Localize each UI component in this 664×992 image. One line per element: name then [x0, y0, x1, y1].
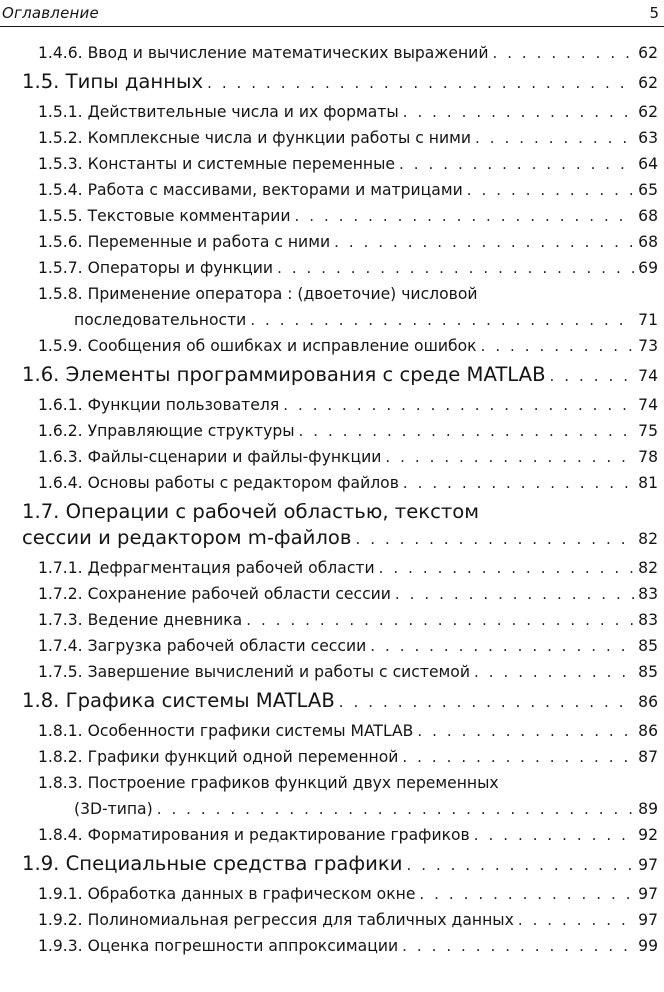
toc-subsection-entry[interactable]	[0, 444, 664, 470]
toc-entry-number: 1.7.3.	[38, 611, 83, 629]
toc-subsection-entry[interactable]	[0, 99, 664, 125]
toc-entry-title: Форматирования и редактирование графиков	[87, 826, 470, 844]
toc-entry-text	[38, 659, 470, 685]
toc-entry-number: 1.8.4.	[38, 826, 83, 844]
toc-entry-text	[38, 444, 381, 470]
dot-leader	[402, 744, 634, 770]
toc-entry-line	[36, 796, 658, 822]
toc-subsection-entry[interactable]	[0, 907, 664, 933]
toc-entry-page: 69	[638, 259, 658, 277]
toc-entry-number: 1.5.1.	[38, 103, 83, 121]
dot-leader	[417, 718, 634, 744]
toc-entry-line	[38, 418, 658, 444]
toc-entry-page: 97	[638, 856, 658, 874]
toc-subsection-entry[interactable]	[0, 255, 664, 281]
toc-entry-text	[22, 851, 402, 877]
toc-entry-line	[38, 881, 658, 907]
toc-entry-number: 1.9.2.	[38, 911, 83, 929]
toc-entry-page: 81	[638, 474, 658, 492]
toc-subsection-entry[interactable]	[0, 881, 664, 907]
toc-section-entry[interactable]	[0, 851, 664, 878]
toc-subsection-entry[interactable]	[0, 555, 664, 581]
toc-entry-number: 1.9.	[22, 852, 60, 875]
toc-entry-title: Функции пользователя	[87, 396, 280, 414]
toc-subsection-entry[interactable]	[0, 392, 664, 418]
toc-entry-number: 1.9.1.	[38, 885, 83, 903]
toc-entry-title: Основы работы с редактором файлов	[87, 474, 399, 492]
toc-entry-line	[38, 99, 658, 125]
toc-subsection-entry[interactable]	[0, 659, 664, 685]
toc-subsection-entry[interactable]	[0, 125, 664, 151]
toc-entry-page: 65	[638, 181, 658, 199]
toc-entry-number: 1.5.8.	[38, 285, 83, 303]
header-title: Оглавление	[2, 4, 99, 22]
toc-entry-line	[38, 229, 658, 255]
toc-entry-line	[38, 581, 658, 607]
toc-entry-page: 62	[638, 103, 658, 121]
toc-section-entry[interactable]	[0, 499, 664, 552]
toc-entry-number: 1.8.	[22, 689, 60, 712]
toc-entry-number: 1.5.4.	[38, 181, 83, 199]
toc-entry-number: 1.9.3.	[38, 937, 83, 955]
toc-entry-title: Графики функций одной переменной	[87, 748, 399, 766]
toc-entry-title: Работа с массивами, векторами и матрицами	[87, 181, 463, 199]
toc-entry-page: 68	[638, 207, 658, 225]
toc-entry-text	[38, 418, 295, 444]
toc-entry-line	[38, 203, 658, 229]
toc-entry-line	[38, 40, 658, 66]
toc-entry-title: Загрузка рабочей области сессии	[87, 637, 367, 655]
toc-subsection-entry[interactable]	[0, 333, 664, 359]
toc-entry-text	[38, 907, 514, 933]
toc-entry-number: 1.6.2.	[38, 422, 83, 440]
toc-entry-number: 1.6.	[22, 363, 60, 386]
toc-entry-number: 1.7.	[22, 500, 60, 523]
toc-entry-title-line1: Построение графиков функций двух переменных	[87, 774, 499, 792]
toc-entry-title: Комплексные числа и функции работы с ними	[87, 129, 472, 147]
toc-entry-number: 1.5.	[22, 70, 60, 93]
dot-leader	[403, 470, 634, 496]
toc-entry-title: Файлы-сценарии и файлы-функции	[87, 448, 382, 466]
toc-subsection-entry[interactable]	[0, 229, 664, 255]
toc-entry-title: Особенности графики системы MATLAB	[87, 722, 414, 740]
toc-section-entry[interactable]	[0, 688, 664, 715]
toc-entry-title-line1: Применение оператора : (двоеточие) числовой	[87, 285, 478, 303]
dot-leader	[481, 333, 635, 359]
dot-leader	[474, 659, 634, 685]
toc-entry-line	[38, 333, 658, 359]
toc-subsection-entry[interactable]	[0, 633, 664, 659]
header-page-number: 5	[649, 4, 659, 22]
dot-leader	[419, 881, 634, 907]
toc-entry-title: Операторы и функции	[87, 259, 274, 277]
dot-leader	[370, 633, 634, 659]
dot-leader	[339, 689, 634, 715]
dot-leader	[467, 177, 634, 203]
toc-entry-text	[38, 744, 398, 770]
toc-entry-line	[38, 392, 658, 418]
toc-entry-page: 64	[638, 155, 658, 173]
toc-entry-text	[38, 99, 399, 125]
toc-entry-line	[38, 744, 658, 770]
toc-entry-title: Текстовые комментарии	[87, 207, 291, 225]
toc-entry-number: 1.5.5.	[38, 207, 83, 225]
toc-entry-text	[38, 40, 488, 66]
toc-subsection-entry[interactable]	[0, 718, 664, 744]
dot-leader	[283, 392, 634, 418]
toc-entry-text	[38, 125, 471, 151]
toc-entry-line	[38, 718, 658, 744]
toc-entry-text	[22, 69, 203, 95]
dot-leader	[379, 555, 635, 581]
toc-entry-title: Ввод и вычисление математических выражений	[87, 44, 489, 62]
toc-subsection-entry[interactable]	[0, 40, 664, 66]
toc-entry-line	[22, 69, 658, 96]
toc-entry-number: 1.7.2.	[38, 585, 83, 603]
toc-entry-text	[38, 229, 330, 255]
toc-subsection-entry[interactable]	[0, 470, 664, 496]
toc-entry-number: 1.6.1.	[38, 396, 83, 414]
toc-entry-title: Обработка данных в графическом окне	[87, 885, 416, 903]
toc-subsection-entry[interactable]	[0, 177, 664, 203]
toc-entry-first-line	[38, 770, 658, 796]
toc-entry-page: 97	[638, 911, 658, 929]
toc-entry-text	[38, 718, 413, 744]
dot-leader	[518, 907, 634, 933]
toc-entry-text	[38, 203, 290, 229]
toc-entry-title: Элементы программирования с среде MATLAB	[65, 363, 546, 386]
running-header	[0, 0, 664, 27]
dot-leader	[277, 255, 634, 281]
toc-entry-text	[38, 822, 470, 848]
dot-leader	[385, 444, 634, 470]
toc-entry-line	[22, 851, 658, 878]
toc-entry-page: 87	[638, 748, 658, 766]
toc-entry-title: Оценка погрешности аппроксимации	[87, 937, 399, 955]
dot-leader	[157, 796, 634, 822]
toc-entry-number: 1.6.4.	[38, 474, 83, 492]
toc-entry-page: 85	[638, 663, 658, 681]
toc-entry-page: 62	[638, 44, 658, 62]
toc-entry-text	[38, 333, 477, 359]
toc-entry-text	[38, 151, 395, 177]
toc-entry-title: Сообщения об ошибках и исправление ошибок	[87, 337, 477, 355]
toc-entry-number: 1.7.5.	[38, 663, 83, 681]
toc-entry-line	[38, 907, 658, 933]
toc-entry-title: Сохранение рабочей области сессии	[87, 585, 391, 603]
toc-entry-number: 1.6.3.	[38, 448, 83, 466]
toc-entry-line	[38, 470, 658, 496]
toc-entry-line	[22, 362, 658, 389]
dot-leader	[492, 40, 634, 66]
toc-subsection-entry[interactable]	[0, 281, 664, 333]
toc-entry-text	[38, 607, 242, 633]
toc-entry-line	[38, 659, 658, 685]
toc-entry-page: 62	[638, 74, 658, 92]
toc-entry-page: 63	[638, 129, 658, 147]
toc-entry-page: 71	[638, 311, 658, 329]
toc-entry-number: 1.8.1.	[38, 722, 83, 740]
toc-subsection-entry[interactable]	[0, 203, 664, 229]
dot-leader	[403, 99, 634, 125]
toc-entry-text	[38, 933, 398, 959]
toc-entry-line	[38, 125, 658, 151]
toc-entry-line	[38, 607, 658, 633]
toc-entry-number: 1.7.4.	[38, 637, 83, 655]
toc-entry-title-line2: (3D-типа)	[74, 800, 153, 818]
dot-leader	[550, 363, 635, 389]
toc-entry-text	[38, 633, 366, 659]
toc-entry-first-line	[22, 499, 658, 525]
dot-leader	[334, 229, 634, 255]
toc-entry-number: 1.7.1.	[38, 559, 83, 577]
dot-leader	[299, 418, 635, 444]
toc-section-entry[interactable]	[0, 362, 664, 389]
dot-leader	[402, 933, 634, 959]
toc-entry-text	[22, 688, 335, 714]
toc-subsection-entry[interactable]	[0, 581, 664, 607]
toc-entry-title: Ведение дневника	[87, 611, 243, 629]
toc-entry-number: 1.5.7.	[38, 259, 83, 277]
dot-leader	[475, 125, 634, 151]
toc-entry-page: 83	[638, 585, 658, 603]
toc-entry-line	[22, 525, 658, 552]
toc-subsection-entry[interactable]	[0, 607, 664, 633]
toc-entry-title-line2: последовательности	[74, 311, 247, 329]
toc-entry-line	[38, 822, 658, 848]
toc-entry-first-line	[38, 281, 658, 307]
toc-entry-title: Дефрагментация рабочей области	[87, 559, 375, 577]
toc-entry-line	[22, 688, 658, 715]
toc-entry-page: 74	[638, 396, 658, 414]
dot-leader	[207, 70, 634, 96]
toc-entry-line	[38, 444, 658, 470]
toc-entry-page: 73	[638, 337, 658, 355]
toc-entry-line	[38, 151, 658, 177]
toc-entry-page: 83	[638, 611, 658, 629]
dot-leader	[399, 151, 634, 177]
toc-subsection-entry[interactable]	[0, 770, 664, 822]
toc-section-entry[interactable]	[0, 69, 664, 96]
toc-entry-title-line1: Операции с рабочей областью, текстом	[65, 500, 480, 523]
toc-entry-number: 1.5.9.	[38, 337, 83, 355]
toc-entry-page: 99	[638, 937, 658, 955]
toc-entry-page: 74	[638, 367, 658, 385]
table-of-contents	[0, 40, 664, 959]
toc-entry-title: Константы и системные переменные	[87, 155, 395, 173]
toc-entry-text	[38, 881, 415, 907]
toc-subsection-entry[interactable]	[0, 744, 664, 770]
toc-entry-title: Типы данных	[65, 70, 204, 93]
toc-entry-line	[36, 307, 658, 333]
toc-entry-page: 68	[638, 233, 658, 251]
toc-entry-number: 1.5.2.	[38, 129, 83, 147]
toc-entry-text	[38, 555, 375, 581]
toc-entry-number: 1.5.3.	[38, 155, 83, 173]
toc-entry-line	[38, 933, 658, 959]
toc-entry-title: Действительные числа и их форматы	[87, 103, 399, 121]
toc-entry-text	[38, 470, 399, 496]
dot-leader	[474, 822, 634, 848]
toc-entry-text	[38, 177, 463, 203]
toc-subsection-entry[interactable]	[0, 933, 664, 959]
toc-entry-number: 1.8.2.	[38, 748, 83, 766]
toc-entry-title: Управляющие структуры	[87, 422, 295, 440]
dot-leader	[246, 607, 634, 633]
toc-entry-title: Полиномиальная регрессия для табличных данных	[87, 911, 514, 929]
dot-leader	[250, 307, 634, 333]
toc-entry-text	[38, 255, 273, 281]
toc-subsection-entry[interactable]	[0, 151, 664, 177]
dot-leader	[355, 526, 634, 552]
dot-leader	[395, 581, 634, 607]
toc-entry-title-line2: сессии и редактором m-файлов	[22, 526, 352, 549]
toc-entry-number: 1.4.6.	[38, 44, 83, 62]
dot-leader	[406, 852, 634, 878]
toc-entry-page: 86	[638, 722, 658, 740]
toc-entry-number: 1.8.3.	[38, 774, 83, 792]
toc-entry-title: Завершение вычислений и работы с системой	[87, 663, 470, 681]
toc-entry-text	[22, 362, 546, 388]
dot-leader	[294, 203, 634, 229]
toc-entry-number: 1.5.6.	[38, 233, 83, 251]
toc-entry-page: 75	[638, 422, 658, 440]
toc-entry-page: 82	[638, 559, 658, 577]
toc-entry-line	[38, 177, 658, 203]
toc-entry-page: 78	[638, 448, 658, 466]
toc-entry-page: 97	[638, 885, 658, 903]
toc-entry-page: 89	[638, 800, 658, 818]
toc-entry-line	[38, 633, 658, 659]
toc-entry-page: 85	[638, 637, 658, 655]
toc-subsection-entry[interactable]	[0, 418, 664, 444]
toc-entry-line	[38, 255, 658, 281]
toc-entry-page: 92	[638, 826, 658, 844]
toc-entry-page: 86	[638, 693, 658, 711]
toc-entry-line	[38, 555, 658, 581]
toc-entry-title: Переменные и работа с ними	[87, 233, 331, 251]
toc-entry-title: Специальные средства графики	[65, 852, 403, 875]
toc-entry-page: 82	[638, 530, 658, 548]
toc-subsection-entry[interactable]	[0, 822, 664, 848]
toc-entry-text	[38, 392, 279, 418]
toc-entry-title: Графика системы MATLAB	[65, 689, 335, 712]
toc-entry-text	[38, 581, 391, 607]
